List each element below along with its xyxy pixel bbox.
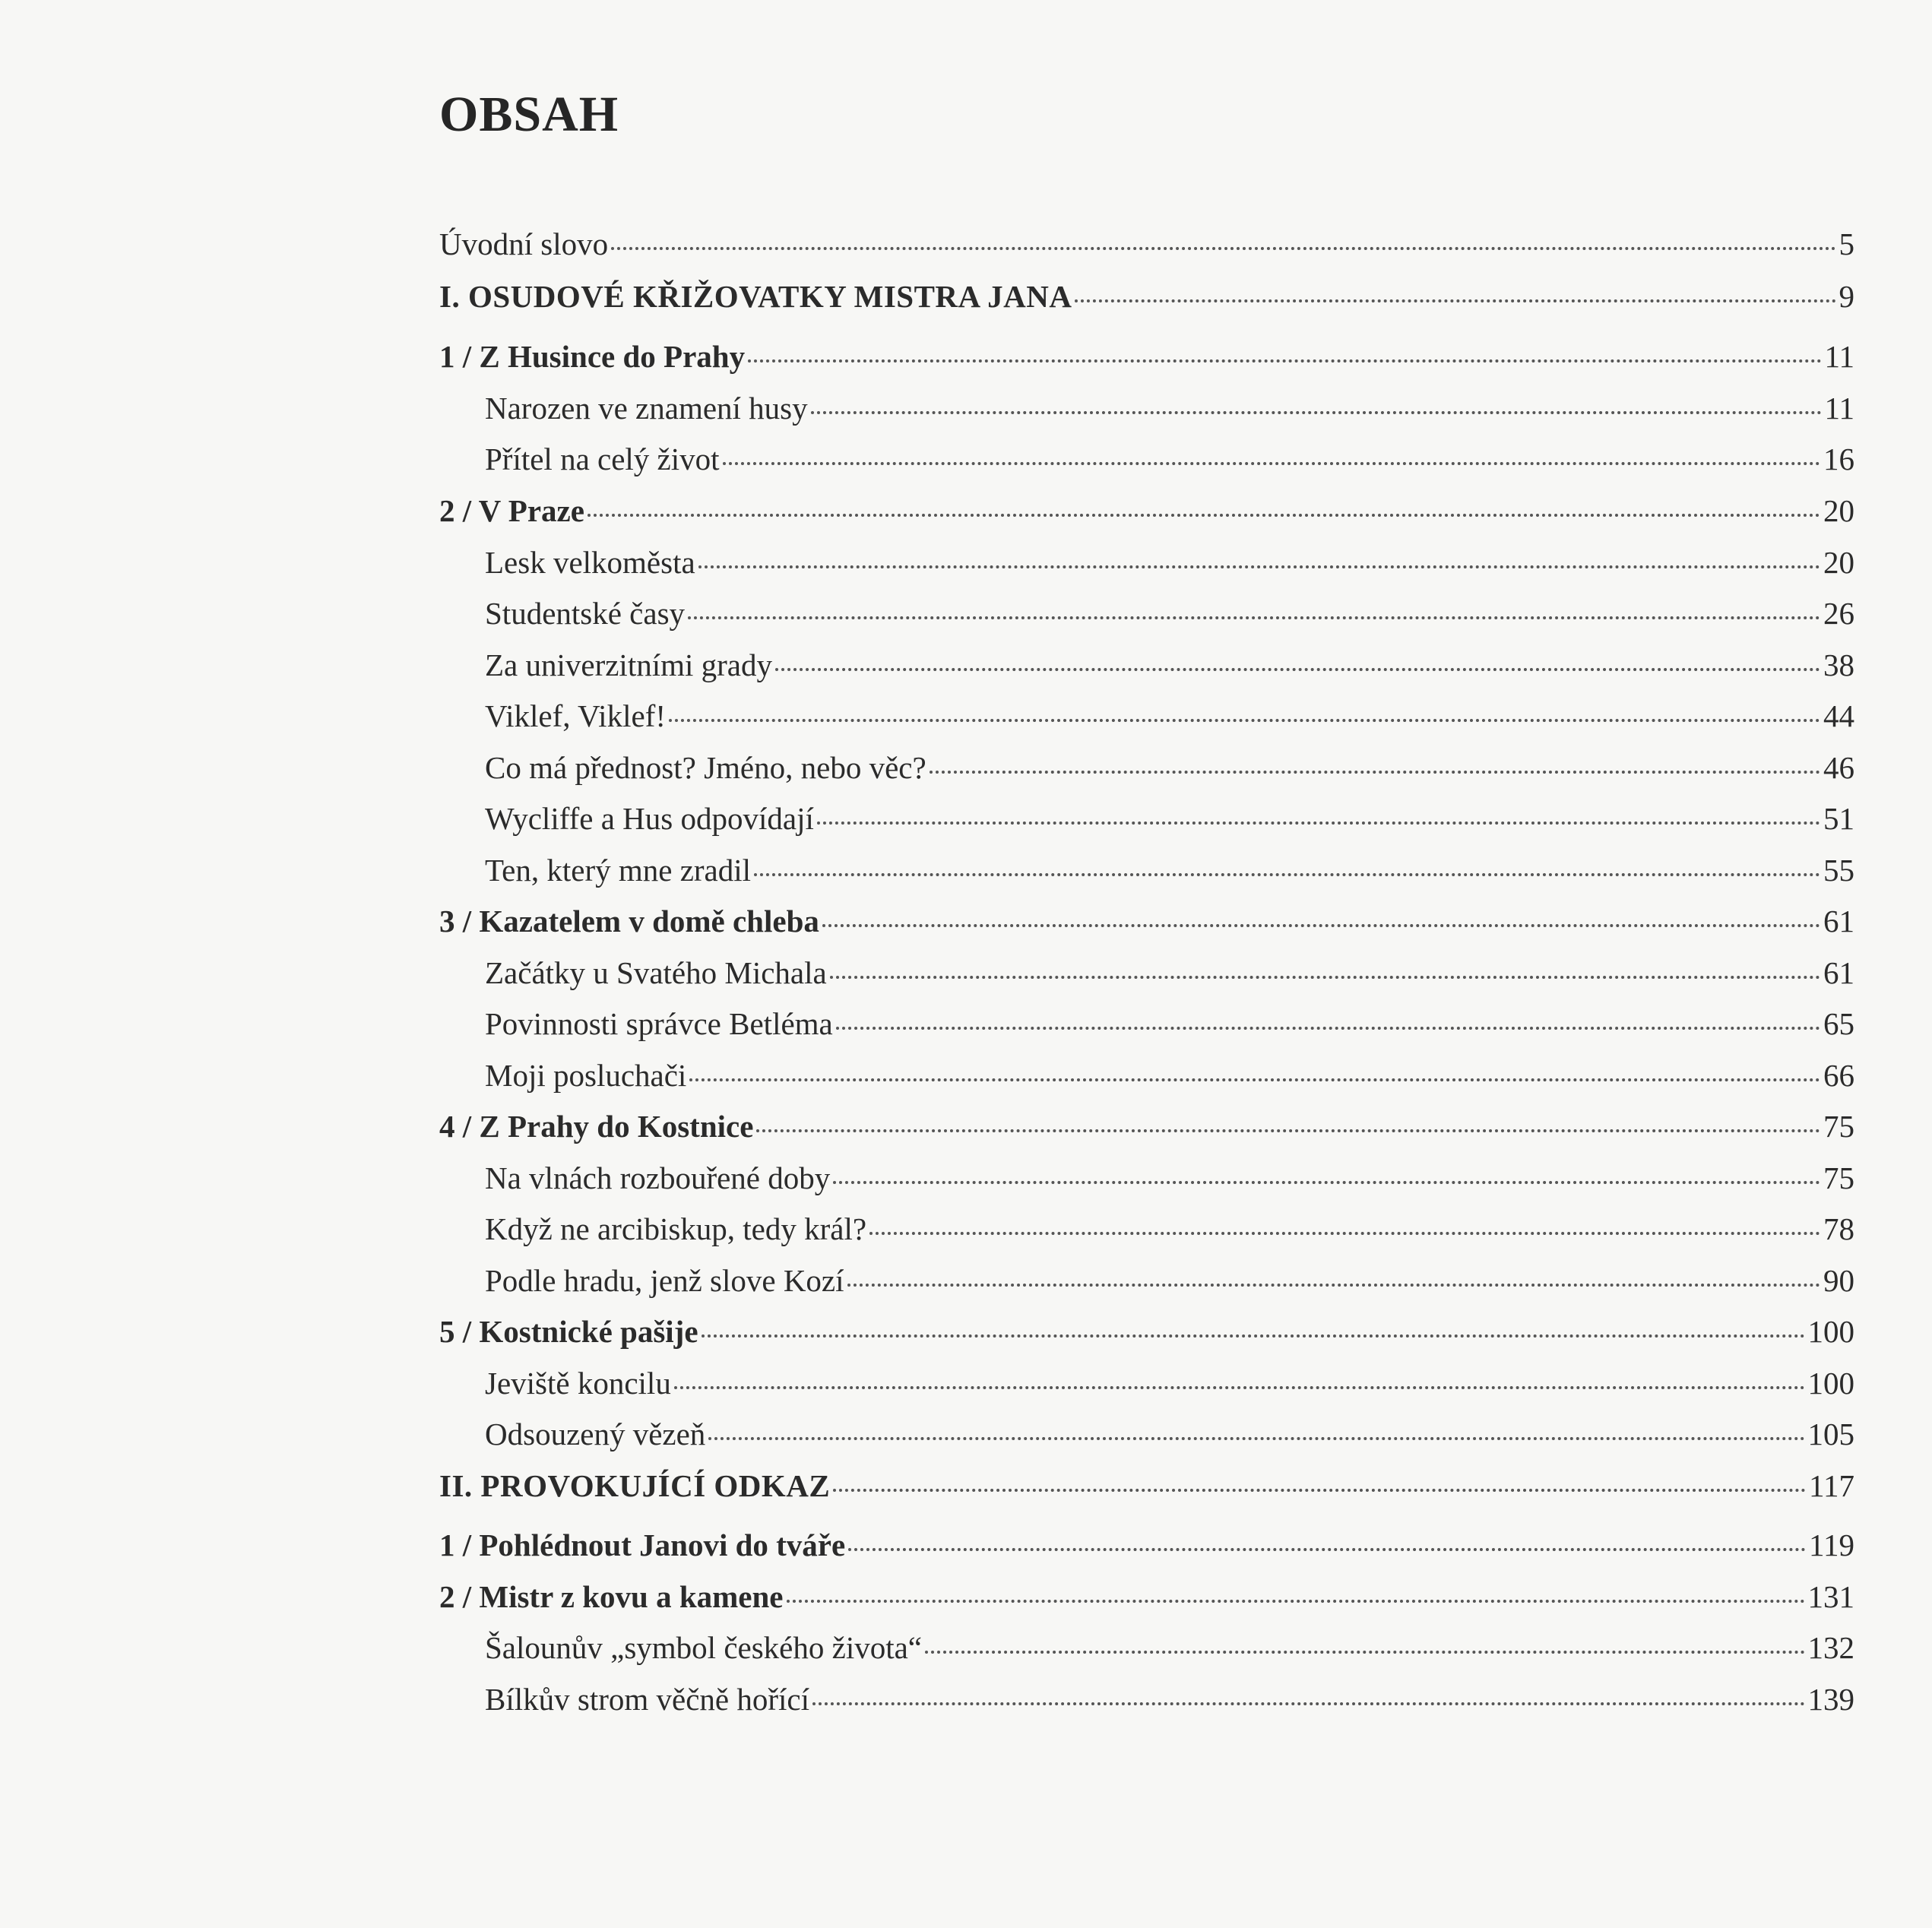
toc-entry-title: Ten, který mne zradil [485,853,752,888]
toc-entry-page: 132 [1807,1630,1854,1665]
toc-entry-title: Lesk velkoměsta [485,545,695,580]
dot-leader [847,1284,1820,1287]
dot-leader [812,1702,1805,1705]
toc-entry [439,1575,1854,1618]
dot-leader [698,565,1820,568]
toc-entry-page: 100 [1807,1314,1854,1349]
toc-entry-title: 1 / Z Husince do Prahy [439,339,746,374]
dot-leader [817,822,1820,825]
toc-entry-page: 44 [1823,698,1854,733]
toc-entry-title: Povinnosti správce Betléma [485,1006,833,1041]
toc-entry [439,335,1854,378]
dot-leader [775,668,1820,671]
toc-entry-page: 38 [1823,647,1854,682]
toc-entry-page: 9 [1839,279,1854,314]
toc-entry [439,1362,1854,1404]
toc-entry-title: Odsouzený vězeň [485,1417,706,1452]
toc-entry-title: 1 / Pohlédnout Janovi do tváře [439,1528,846,1562]
dot-leader [848,1548,1806,1551]
toc-entry-page: 139 [1807,1682,1854,1717]
toc-entry [439,1524,1854,1566]
dot-leader [669,719,1820,722]
dot-leader [723,462,1820,465]
toc-entry [439,1157,1854,1199]
toc-entry-page: 46 [1823,750,1854,785]
toc-entry [439,1054,1854,1097]
toc-entry-page: 119 [1809,1528,1854,1562]
toc-entry-title: Studentské časy [485,596,686,631]
page-title: OBSAH [439,87,619,142]
toc-entry [439,1259,1854,1302]
dot-leader [1075,299,1835,302]
toc-entry-title: Viklef, Viklef! [485,698,666,733]
toc-entry [439,223,1854,265]
toc-entry-title: Wycliffe a Hus odpovídají [485,801,814,836]
toc-entry-page: 16 [1823,442,1854,476]
toc-entry-page: 75 [1823,1160,1854,1195]
toc-entry-page: 78 [1823,1211,1854,1246]
dot-leader [822,924,1820,927]
toc-entry-title: 5 / Kostnické pašije [439,1314,698,1349]
toc-entry [439,1310,1854,1353]
toc-entry-title: 4 / Z Prahy do Kostnice [439,1109,754,1144]
dot-leader [674,1386,1805,1389]
toc-entry-page: 90 [1823,1263,1854,1298]
toc-entry-page: 61 [1823,955,1854,990]
toc-entry [439,695,1854,737]
toc-entry-page: 105 [1807,1417,1854,1452]
toc-entry-page: 100 [1807,1366,1854,1401]
toc-entry-page: 55 [1823,853,1854,888]
toc-entry-title: Když ne arcibiskup, tedy král? [485,1211,867,1246]
toc-entry-page: 66 [1823,1058,1854,1093]
toc-entry-page: 11 [1824,391,1854,426]
toc-entry-page: 20 [1823,493,1854,528]
toc-entry-page: 20 [1823,545,1854,580]
toc-entry [439,275,1854,318]
toc-entry-page: 117 [1809,1468,1854,1503]
toc-entry-title: 2 / V Praze [439,493,584,528]
toc-entry-page: 5 [1839,226,1854,261]
toc-entry [439,1626,1854,1669]
toc-entry-title: Přítel na celý život [485,442,720,476]
dot-leader [833,1181,1820,1184]
toc-entry-title: Začátky u Svatého Michala [485,955,827,990]
toc-entry-title: Podle hradu, jenž slove Kozí [485,1263,844,1298]
dot-leader [836,1027,1820,1030]
dot-leader [869,1232,1820,1235]
toc-entry [439,1208,1854,1250]
toc-entry-title: Bílkův strom věčně hořící [485,1682,809,1717]
toc-entry-title: 3 / Kazatelem v domě chleba [439,904,819,939]
dot-leader [588,514,1820,517]
toc-entry [439,387,1854,429]
dot-leader [689,1078,1820,1081]
toc-entry [439,1002,1854,1045]
dot-leader [830,976,1820,979]
toc-entry [439,746,1854,789]
toc-entry-page: 26 [1823,596,1854,631]
dot-leader [787,1600,1805,1603]
dot-leader [611,247,1835,250]
toc-entry [439,1464,1854,1507]
toc-entry [439,849,1854,891]
toc-entry-title: Narozen ve znamení husy [485,391,808,426]
toc-entry-page: 61 [1823,904,1854,939]
dot-leader [930,771,1820,774]
toc-entry-title: Co má přednost? Jméno, nebo věc? [485,750,926,785]
toc-entry-page: 65 [1823,1006,1854,1041]
toc-entry [439,1105,1854,1148]
dot-leader [833,1489,1806,1492]
toc-entry-title: Úvodní slovo [439,226,609,261]
dot-leader [702,1334,1805,1338]
dot-leader [688,616,1820,619]
dot-leader [708,1437,1804,1440]
toc-entry-page: 75 [1823,1109,1854,1144]
toc-entry [439,951,1854,994]
dot-leader [754,873,1820,876]
toc-entry-title: Jeviště koncilu [485,1366,671,1401]
toc-entry-title: II. PROVOKUJÍCÍ ODKAZ [439,1468,831,1503]
toc-entry-title: Na vlnách rozbouřené doby [485,1160,831,1195]
toc-entry-page: 11 [1824,339,1854,374]
dot-leader [756,1129,1820,1132]
dot-leader [811,411,1822,414]
toc-entry [439,900,1854,942]
toc-entry [439,541,1854,584]
dot-leader [748,359,1821,362]
toc-entry-title: I. OSUDOVÉ KŘIŽOVATKY MISTRA JANA [439,279,1072,314]
toc-entry-page: 131 [1807,1579,1854,1614]
toc-entry [439,489,1854,532]
toc-entry [439,1678,1854,1721]
toc-entry [439,797,1854,840]
toc-entry [439,592,1854,635]
toc-entry-title: 2 / Mistr z kovu a kamene [439,1579,784,1614]
toc-entry-title: Šalounův „symbol českého života“ [485,1630,923,1665]
dot-leader [925,1651,1804,1654]
toc-entry [439,438,1854,480]
toc-entry [439,1413,1854,1455]
toc-entry [439,644,1854,686]
toc-entry-page: 51 [1823,801,1854,836]
toc-entry-title: Za univerzitními grady [485,647,772,682]
toc-entry-title: Moji posluchači [485,1058,687,1093]
